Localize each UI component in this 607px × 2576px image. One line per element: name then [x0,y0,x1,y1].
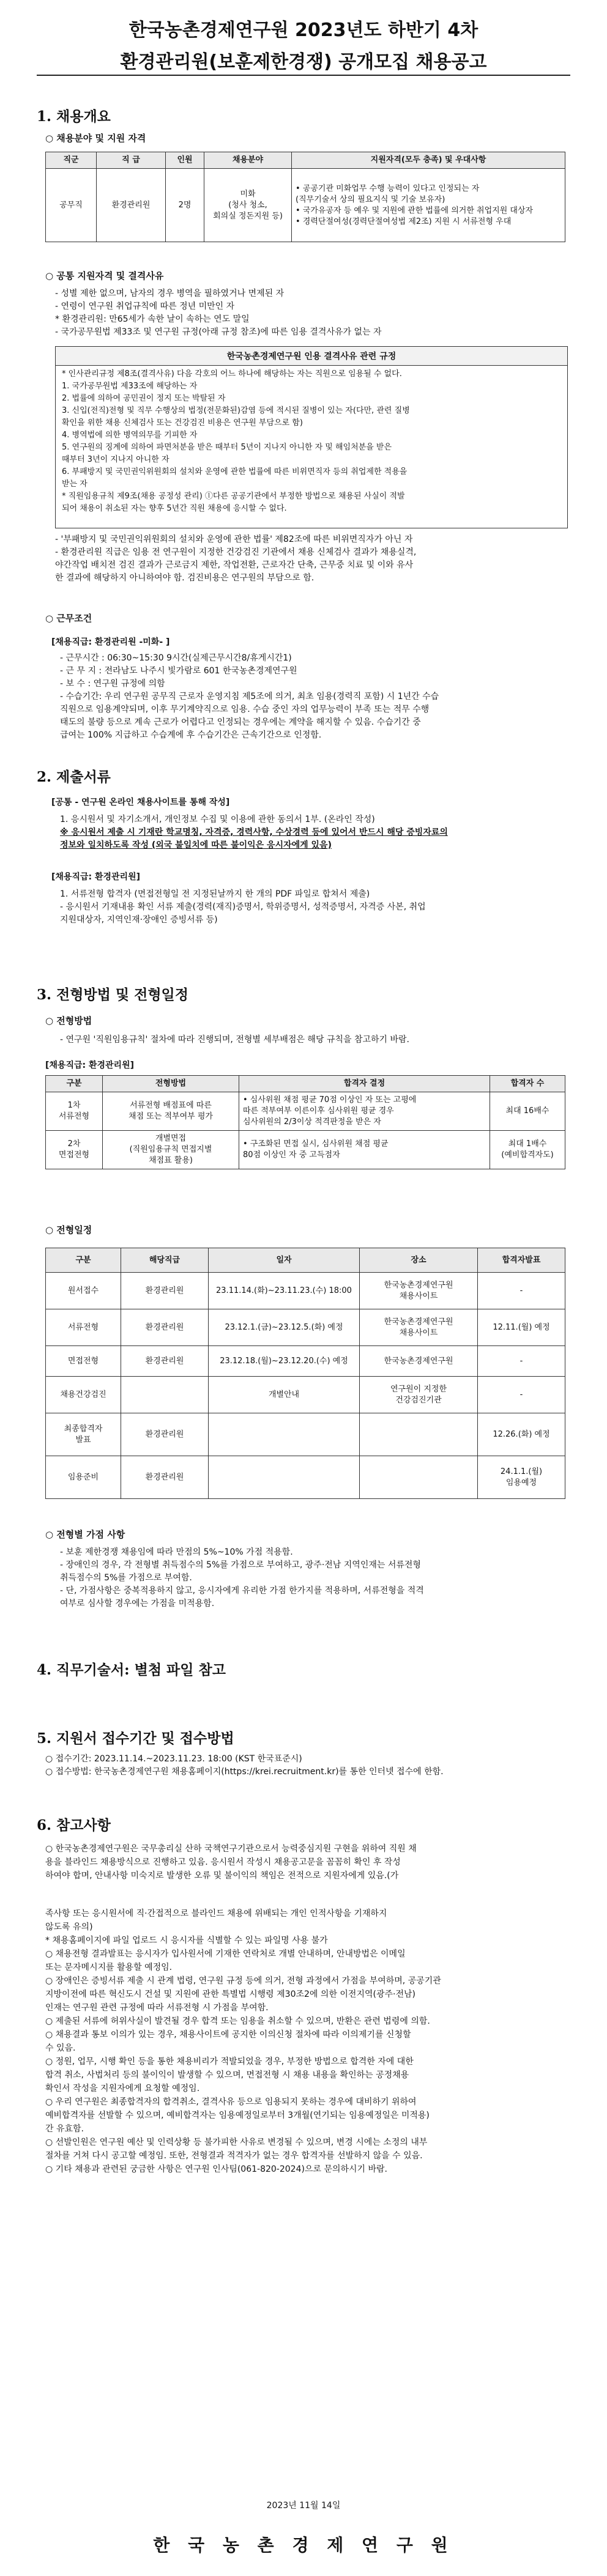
work-item: 급여는 100% 지급하고 수습계에 후 수습기간은 근속기간으로 인정함. [60,730,322,740]
th-field: 채용분야 [204,152,292,169]
note-item: ○ 채용결과 통보 이의가 있는 경우, 채용사이트에 공지한 이의신청 절차에 따라 이의제기를 신청할 [45,2030,411,2040]
bonus-item: - 보훈 제한경쟁 채용임에 따라 만점의 5%~10% 가점 적용함. [60,1547,293,1557]
note-item: ○ 우리 연구원은 최종합격자의 합격취소, 결격사유 등으로 임용되지 못하는 경우에 대비하기 위하여 [45,2097,417,2107]
section-2-heading: 2. 제출서류 [37,769,111,785]
schedule-row: 서류전형 환경관리원 23.12.1.(금)~23.12.5.(화) 예정 한국농촌경제연구원 채용사이트 12.11.(월) 예정 [46,1309,565,1346]
submit-grade-list [60,888,568,927]
th-method: 전형방법 [103,1076,239,1092]
th-pass-count: 합격자 수 [490,1076,565,1092]
submit-item: - 응시원서 기재내용 확인 서류 제출(경력(재직)증명서, 학위증명서, 성적증명서, 자격증 사본, 취업 [60,902,426,912]
schedule-row: 채용건강검진 개별안내 연구원이 지정한 건강검진기관 - [46,1377,565,1413]
note-item: ○ 장애인은 증빙서류 제출 시 관계 법령, 연구원 규정 등에 의거, 전형 과정에서 가점을 부여하며, 공공기관 [45,1976,441,1986]
box-item: 5. 연구원의 징계에 의하여 파면처분을 받은 때부터 5년이 지나지 아니한 자 및 해임처분을 받은 [62,443,392,452]
box-item: 3. 신입(전직)전형 및 직무 수행상의 법정(전문화된)감염 등에 적시된 질병이 있는 자(다만, 관련 질병 [62,406,410,415]
submit-warning: 정보와 일치하도록 작성 (외국 불일치에 따른 불이익은 응시자에게 있음) [60,840,332,850]
common-item: * 환경관리원: 만65세가 속한 날이 속하는 연도 말일 [55,314,250,324]
box-item: * 직원임용규칙 제9조(채용 공정성 관리) ⓛ다른 공공기관에서 부정한 방법으로 채용된 사실이 적발 [62,492,405,501]
th-stage: 구분 [46,1076,103,1092]
note-item: 인재는 연구원 관련 규정에 따라 서류전형 시 가점을 부여함. [45,2003,269,2013]
note-item: 간 유효함. [45,2124,84,2134]
common-item: - 성별 제한 없으며, 남자의 경우 병역을 필하였거나 면제된 자 [55,289,285,298]
apply-item: ○ 접수방법: 한국농촌경제연구원 채용홈페이지(https://krei.recruitment.kr)를 통한 인터넷 접수에 한함. [45,1767,444,1777]
th-grade: 직 급 [97,152,166,169]
box-item: 받는 자 [62,479,88,489]
box-item: 1. 국가공무원법 제33조에 해당하는 자 [62,382,198,391]
th-sched-grade: 해당직급 [121,1248,209,1273]
box-title: 한국농촌경제연구원 인용 결격사유 관련 규정 [56,347,567,366]
after-box-item: - 환경관리원 직급은 임용 전 연구원이 지정한 건강검진 기관에서 채용 신체검사 결과가 채용실격, [55,547,417,557]
common-item: - 국가공무원법 제33조 및 연구원 규정(아래 규정 참조)에 따른 임용 결격사유가 없는 자 [55,327,382,337]
note-item: 족사항 또는 응시원서에 직·간접적으로 블라인드 채용에 위배되는 개인 인적사항을 기재하지 [45,1909,387,1919]
work-title: [채용직급: 환경관리원 -미화- ] [51,637,170,647]
td-count: 2명 [166,169,204,242]
th-decide: 합격자 결정 [239,1076,490,1092]
note-item: 예비합격자를 선발할 수 있으며, 예비합격자는 임용예정일로부터 3개월(연기되는 임용예정일은 미적용) [45,2111,430,2120]
section-4-heading: 4. 직무기술서: 별첨 파일 참고 [37,1662,226,1678]
note-item: 절차를 거쳐 다시 공고할 예정임. 또한, 전형결과 적격자가 없는 경우 합격자를 선발하지 않을 수 있음. [45,2151,423,2161]
bonus-item: - 장애인의 경우, 각 전형별 취득점수의 5%를 가점으로 부여하고, 광주·전남 지역인재는 서류전형 [60,1560,421,1570]
work-item: - 근 무 지 : 전라남도 나주시 빛가람로 601 한국농촌경제연구원 [60,666,297,676]
sub-schedule: ○ 전형일정 [45,1224,92,1235]
qual-line: • 공공기관 미화업무 수행 능력이 있다고 인정되는 자 [296,183,480,193]
note-item: ○ 기타 채용과 관련된 궁금한 사항은 연구원 인사팀(061-820-2024)으로 문의하시기 바람. [45,2164,388,2174]
work-item: - 보 수 : 연구원 규정에 의함 [60,679,165,689]
schedule-row: 원서접수 환경관리원 23.11.14.(화)~23.11.23.(수) 18:00 한국농촌경제연구원 채용사이트 - [46,1273,565,1309]
sub-field-quals: ○ 채용분야 및 지원 자격 [45,133,146,144]
title-line-1: 한국농촌경제연구원 2023년도 하반기 4차 [128,20,479,41]
qual-line: • 경력단절여성(경력단절여성법 제2조) 지원 시 서류전형 우대 [296,217,512,226]
bonus-list [60,1546,568,1610]
after-box-item: 한 결과에 해당하지 아니하여야 함. 검진비용은 연구원의 부담으로 함. [55,573,315,583]
box-item: 확인을 위한 채용 신체검사 또는 건강검진 비용은 연구원 부담으로 함) [62,418,303,427]
section-6-heading: 6. 참고사항 [37,1817,111,1834]
td-field: 미화 (청사 청소, 회의실 정돈지원 등) [204,169,292,242]
footer-organization: 한 국 농 촌 경 제 연 구 원 [153,2535,454,2555]
td-grade: 환경관리원 [97,169,166,242]
note-item: 지방이전에 따른 혁신도시 건설 및 지원에 관한 특별법 시행령 제30조2에 의한 이전지역(광주·전남) [45,1989,415,1999]
sub-common: ○ 공통 지원자격 및 결격사유 [45,270,164,281]
note-item: ○ 선발인원은 연구원 예산 및 인력상황 등 불가피한 사유로 변경될 수 있으며, 변경 시에는 소정의 내부 [45,2137,428,2147]
notes-list [45,1842,572,2176]
td-quals [292,169,565,242]
qual-line: • 국가유공자 등 예우 및 지원에 관한 법률에 의거한 취업지원 대상자 [296,205,534,215]
note-item: ○ 채용전형 결과발표는 응시자가 입사원서에 기재한 연락처로 개별 안내하며, 안내방법은 이메일 [45,1949,406,1959]
note-item: 하여야 합며, 안내사항 미숙지로 발생한 오류 및 불이익의 책임은 전적으로 지원자에게 있음.(가 [45,1871,399,1881]
submit-item: 1. 응시원서 및 자기소개서, 개인정보 수집 및 이용에 관한 동의서 1부. (온라인 작성) [60,815,375,824]
title-underline [37,75,570,76]
th-quals: 지원자격(모두 충족) 및 우대사항 [292,152,565,169]
work-item: 태도의 불량 등으로 계속 근로가 어렵다고 인정되는 경우에는 계약을 해지할 수 있음. 수습기간 중 [60,717,421,727]
schedule-row: 면접전형 환경관리원 23.12.18.(월)~23.12.20.(수) 예정 한국농촌경제연구원 - [46,1346,565,1377]
method-table [45,1075,565,1169]
field-table [45,152,565,242]
note-item: 합격 취소, 사법처리 등의 불이익이 발생할 수 있으며, 면접전형 시 채용 내용을 확인하는 공정채용 [45,2070,409,2080]
work-item: - 근무시간 : 06:30~15:30 9시간(실제근무시간8/휴게시간1) [60,653,292,663]
method-label: [채용직급: 환경관리원] [45,1060,134,1070]
submit-grade-title: [채용직급: 환경관리원] [51,872,140,882]
box-item: * 인사관리규정 제8조(결격사유) 다음 각호의 어느 하나에 해당하는 자는 직원으로 임용될 수 없다. [62,369,402,379]
after-box-item: 야간작업 배치전 검진 결과가 근로금지 제한, 작업전환, 근로자간 단축, 근무중 치료 및 이와 유사 [55,560,414,570]
sub-work: ○ 근무조건 [45,613,92,624]
common-item: - 연령이 연구원 취업규칙에 따른 정년 미만인 자 [55,302,235,311]
sub-method: ○ 전형방법 [45,1015,92,1026]
note-item: ○ 제출된 서류에 허위사실이 발견될 경우 합격 또는 임용을 취소할 수 있으며, 반환은 관련 법령에 의함. [45,2016,430,2026]
box-item: 때부터 3년이 지나지 아니한 자 [62,455,169,464]
th-sched-place: 장소 [360,1248,478,1273]
footer-date: 2023년 11월 14일 [266,2501,341,2511]
note-item: 확인서 작성을 지원자에게 요청할 예정임. [45,2084,200,2093]
common-list [55,287,569,339]
method-row: 2차 면접전형 개별면접 (직원임용규칙 면접지별 채점표 활용) • 구조화된 면접 실시, 심사위원 채점 평균 80점 이상인 자 중 고득점자 최대 1배수 (예비합격자도) [46,1131,565,1169]
schedule-row: 임용준비 환경관리원 24.1.1.(월) 임용예정 [46,1456,565,1499]
after-box-item: - '부패방지 및 국민권익위원회의 설치와 운영에 관한 법률' 제82조에 따른 비위면직자가 아닌 자 [55,535,413,544]
th-sched-name: 구분 [46,1248,121,1273]
submit-common-list [60,813,568,852]
work-item: - 수습기간: 우리 연구원 공무직 근로자 운영지침 제5조에 의거, 최초 임용(경력직 포함) 시 1년간 수습 [60,692,439,701]
box-list [56,366,567,517]
after-box-list [55,533,569,585]
schedule-table [45,1248,565,1499]
note-item: 또는 문자메시지를 활용할 예정임. [45,1963,173,1972]
note-item: 않도록 유의) [45,1922,93,1932]
note-item: 용을 블라인드 채용방식으로 진행하고 있음. 응시원서 작성시 채용공고문을 꼼꼼히 확인 후 작성 [45,1857,401,1867]
note-item: ○ 정원, 업무, 시행 확인 등을 통한 채용비리가 적발되었을 경우, 부정한 방법으로 합격한 자에 대한 [45,2057,414,2067]
note-item: ○ 한국농촌경제연구원은 국무총리실 산하 국책연구기관으로서 능력중심지원 구현을 위하여 직원 채 [45,1844,417,1854]
submit-item: 지원대상자, 지역인재·장애인 증빙서류 등) [60,915,218,925]
note-item: * 채용홈페이지에 파일 업로드 시 응시자를 식별할 수 있는 파일명 사용 불가 [45,1936,328,1945]
sub-bonus: ○ 전형별 가점 사항 [45,1529,125,1540]
apply-list [45,1753,572,1778]
submit-item: 1. 서류전형 합격자 (면접전형일 전 지정된날까지 한 개의 PDF 파일로 합쳐서 제출) [60,889,370,899]
note-spacer [45,1882,572,1907]
section-5-heading: 5. 지원서 접수기간 및 접수방법 [37,1730,234,1747]
section-1-heading: 1. 채용개요 [37,108,111,125]
section-3-heading: 3. 전형방법 및 전형일정 [37,986,188,1003]
bonus-item: 취득점수의 5%를 가점으로 부여함. [60,1573,192,1583]
box-item: 되어 채용이 취소된 자는 향후 5년간 직원 채용에 응시할 수 없다. [62,504,287,513]
note-item: 수 있음. [45,2043,76,2053]
th-group: 직군 [46,152,97,169]
box-item: 2. 법률에 의하여 공민권이 정지 또는 박탈된 자 [62,394,226,403]
box-item: 6. 부패방지 및 국민권익위원회의 설치와 운영에 관한 법률에 따른 비위면직자 등의 취업제한 적용을 [62,467,408,476]
th-sched-result: 합격자발표 [478,1248,565,1273]
th-sched-date: 일자 [209,1248,360,1273]
method-text: - 연구원 '직원임용규칙' 절차에 따라 진행되며, 전형별 세부배점은 해당 규칙을 참고하기 바람. [60,1035,409,1045]
bonus-item: - 단, 가점사항은 중복적용하지 않고, 응시자에게 유리한 가점 한가지를 적용하며, 서류전형을 적격 [60,1586,424,1596]
box-item: 4. 병역법에 의한 병역의무를 기피한 자 [62,431,198,440]
submit-common-title: [공통 - 연구원 온라인 채용사이트를 통해 작성] [51,798,230,807]
title-line-2: 환경관리원(보훈제한경쟁) 공개모집 채용공고 [120,51,487,73]
td-group: 공무직 [46,169,97,242]
submit-warning: ※ 응시원서 제출 시 기재란 학교명칭, 자격증, 경력사항, 수상경력 등에 있어서 반드시 해당 증빙자료의 [60,827,448,837]
th-count: 인원 [166,152,204,169]
bonus-item: 여부로 심사할 경우에는 가점을 미적용함. [60,1599,215,1608]
work-item: 직원으로 임용계약되며, 이후 무기계약직으로 임용. 수습 중인 자의 업무능력이 부족 또는 적무 수행 [60,705,430,714]
disqualification-box [55,346,568,528]
method-row: 1차 서류전형 서류전형 배점표에 따른 채점 또는 적부여부 평가 • 심사위원 채점 평균 70점 이상인 자 또는 고평에 따른 적부여부 이른이후 심사위원 평균 경우 심사위원의 2/3이상 적격판정을 받은 자 최대 16배수 [46,1092,565,1131]
schedule-row: 최종합격자 발표 환경관리원 12.26.(화) 예정 [46,1413,565,1456]
work-list [60,652,568,742]
apply-item: ○ 접수기간: 2023.11.14.~2023.11.23. 18:00 (KST 한국표준시) [45,1754,302,1764]
qual-line: (직무기술서 상의 필요지식 및 기술 보유자) [296,194,445,204]
